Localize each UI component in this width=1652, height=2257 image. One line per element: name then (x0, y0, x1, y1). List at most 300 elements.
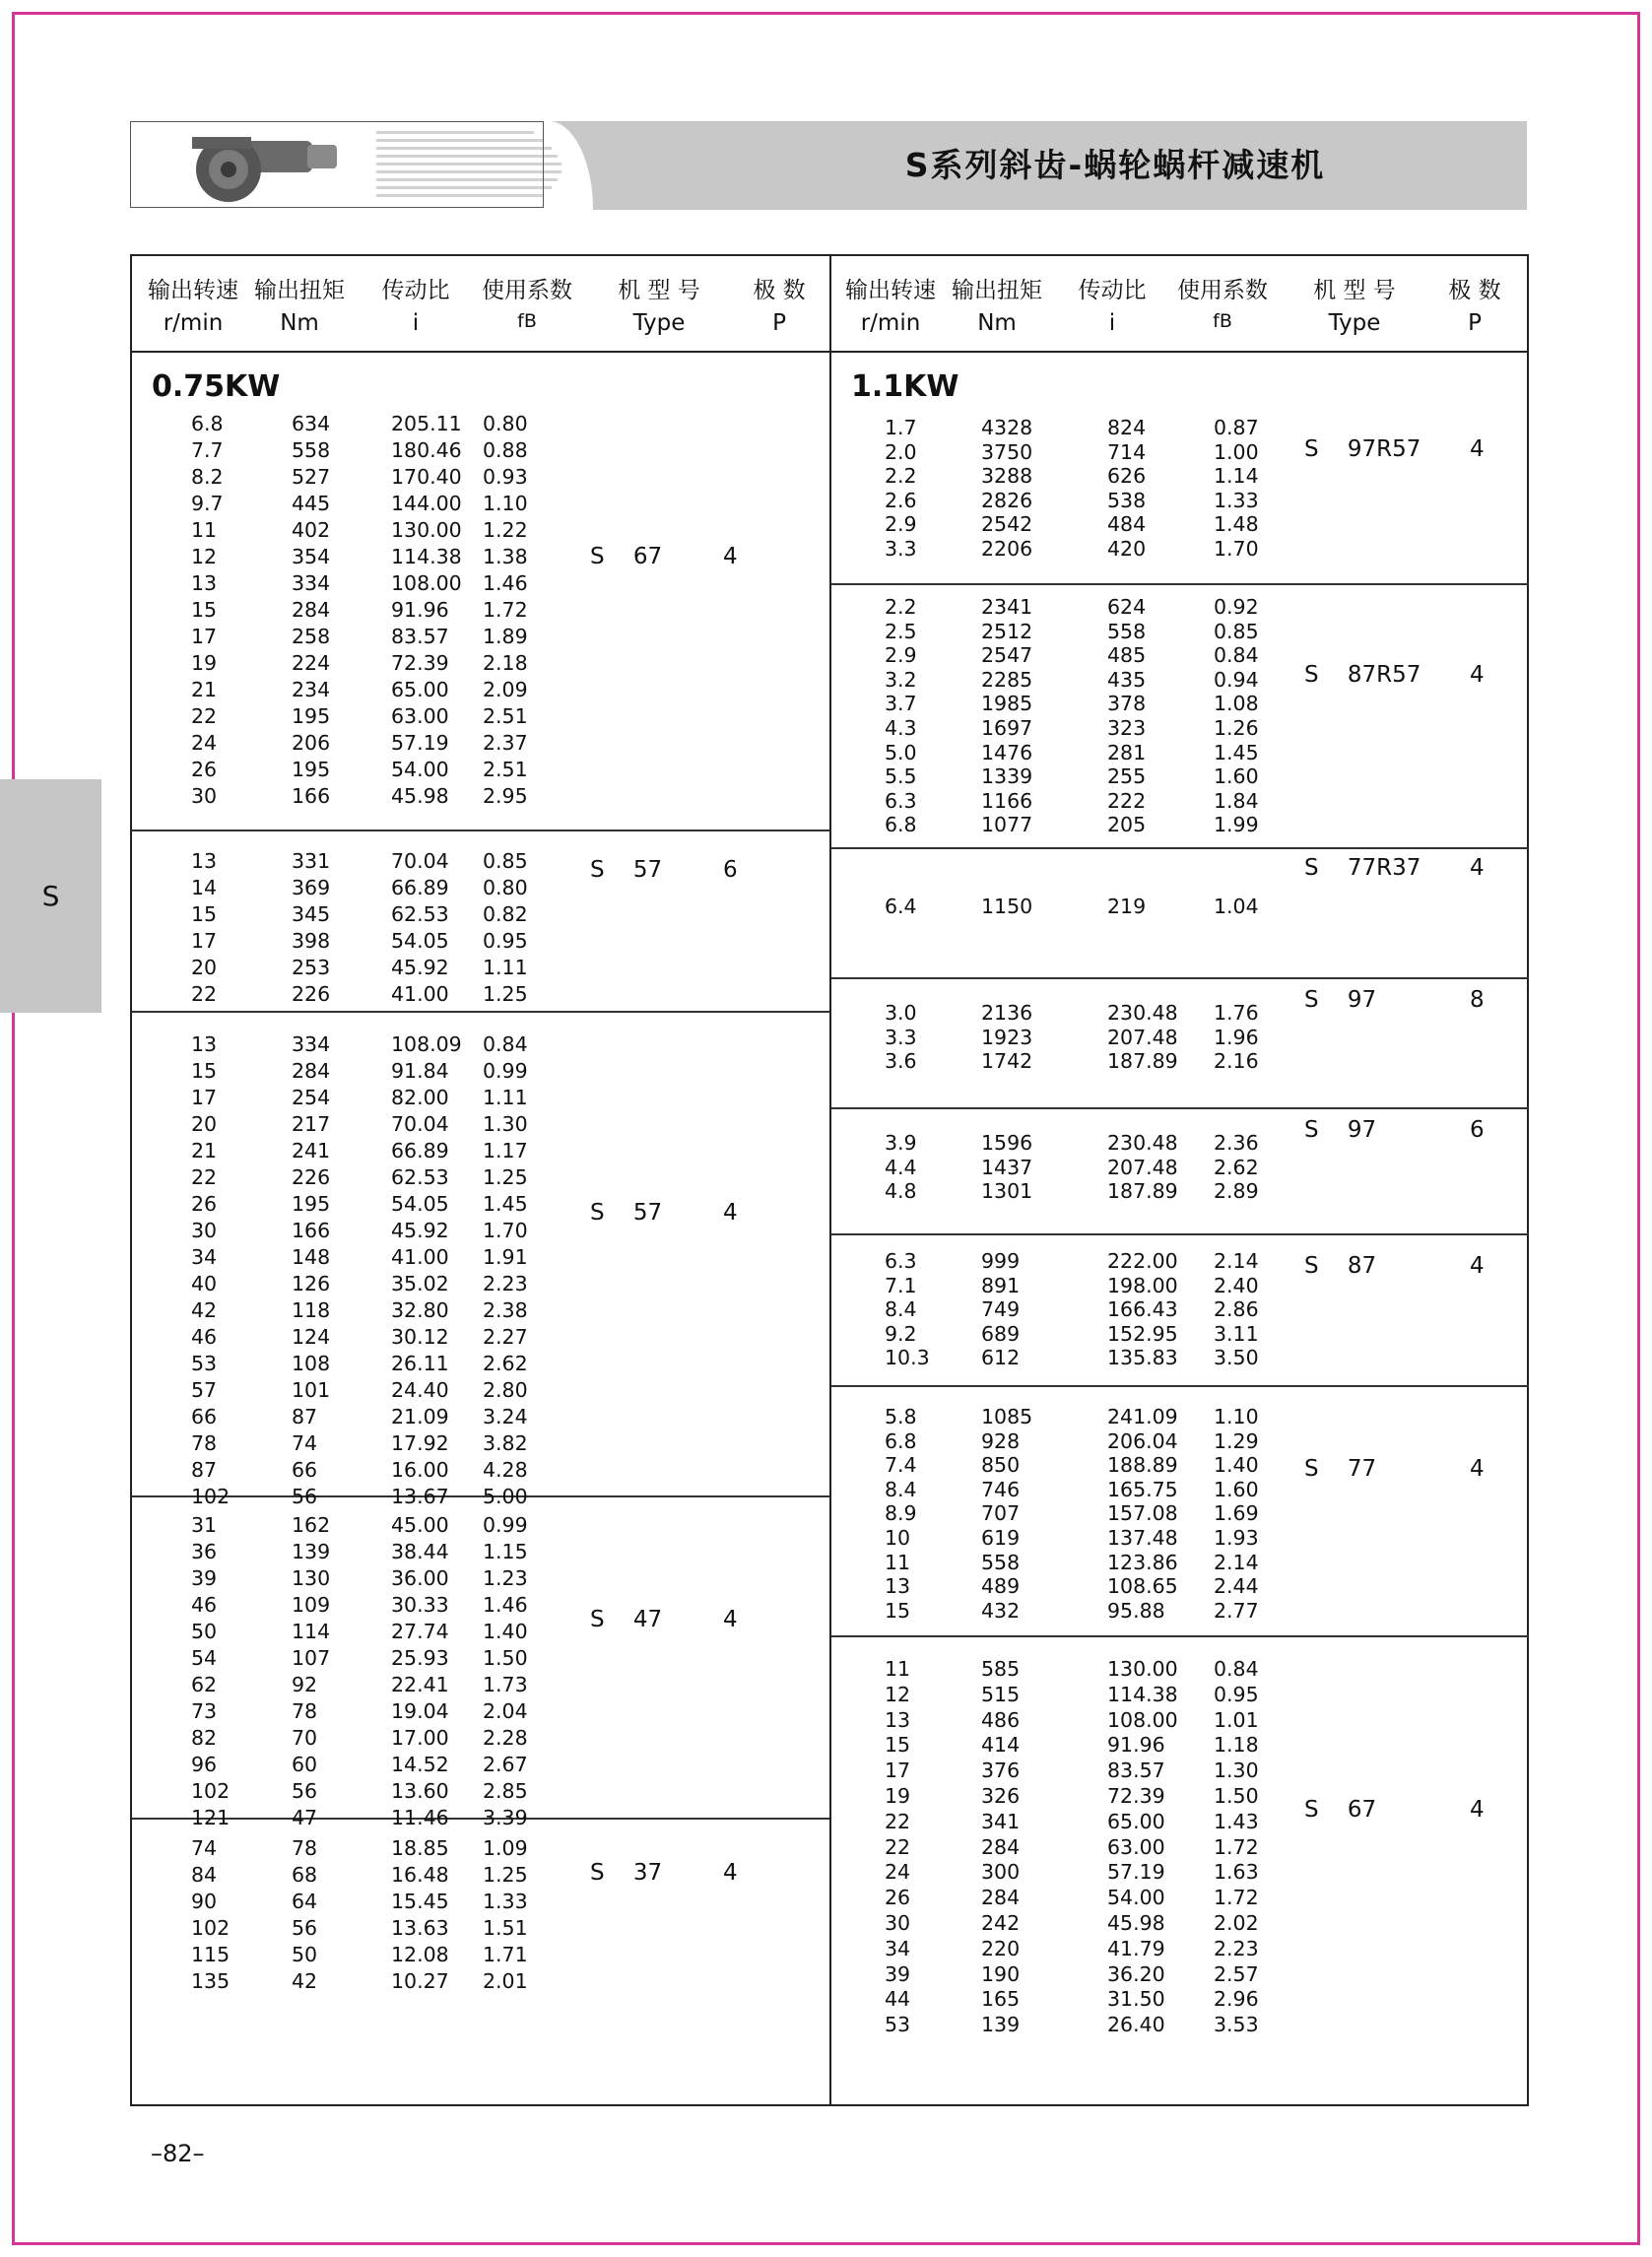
header-poles-right: 极 数 (1448, 278, 1501, 303)
speed-cell: 46 (191, 1593, 218, 1617)
ratio-cell: 108.65 (1107, 1574, 1178, 1599)
torque-cell: 1985 (981, 692, 1033, 716)
ratio-cell: 435 (1107, 667, 1147, 692)
speed-cell: 39 (885, 1961, 911, 1986)
speed-cell: 54 (191, 1646, 218, 1670)
factor-cell: 1.43 (1214, 1809, 1259, 1833)
ratio-cell: 207.48 (1107, 1025, 1178, 1049)
speed-cell: 82 (191, 1726, 218, 1750)
torque-cell: 224 (292, 651, 331, 675)
ratio-cell: 16.48 (391, 1863, 449, 1887)
ratio-cell: 83.57 (1107, 1759, 1165, 1783)
ratio-cell: 54.05 (391, 1192, 449, 1216)
header-factor-unit-right: fB (1213, 310, 1232, 332)
torque-cell: 254 (292, 1086, 331, 1109)
torque-cell: 1923 (981, 1025, 1033, 1049)
type-value: S 37 (590, 1860, 663, 1886)
poles-value: 4 (1470, 1456, 1485, 1482)
factor-cell: 2.40 (1214, 1273, 1259, 1297)
speed-cell: 87 (191, 1458, 218, 1482)
ratio-cell: 198.00 (1107, 1273, 1178, 1297)
section-divider (132, 1818, 829, 1820)
type-value: S 57 (590, 857, 663, 883)
ratio-cell: 187.89 (1107, 1179, 1178, 1204)
torque-cell: 241 (292, 1139, 331, 1162)
ratio-cell: 130.00 (1107, 1657, 1178, 1681)
speed-cell: 102 (191, 1779, 231, 1803)
torque-cell: 139 (292, 1540, 331, 1563)
speed-cell: 7.7 (191, 438, 224, 462)
factor-cell: 1.04 (1214, 895, 1259, 918)
speed-cell: 15 (191, 1059, 218, 1083)
speed-cell: 78 (191, 1431, 218, 1455)
ratio-cell: 137.48 (1107, 1526, 1178, 1550)
factor-cell: 0.85 (1214, 619, 1259, 643)
ratio-cell: 108.00 (391, 571, 462, 595)
ratio-cell: 82.00 (391, 1086, 449, 1109)
poles-value: 4 (723, 1607, 738, 1632)
speed-cell: 20 (191, 956, 218, 979)
torque-cell: 195 (292, 758, 331, 781)
factor-cell: 1.33 (1214, 488, 1259, 512)
speed-cell: 135 (191, 1969, 231, 1993)
factor-cell: 1.73 (483, 1673, 528, 1696)
torque-cell: 3288 (981, 464, 1033, 489)
factor-cell: 0.99 (483, 1059, 528, 1083)
factor-cell: 1.93 (1214, 1526, 1259, 1550)
factor-cell: 1.25 (483, 1863, 528, 1887)
factor-cell: 2.18 (483, 651, 528, 675)
torque-cell: 486 (981, 1707, 1021, 1732)
header-divider (132, 351, 1527, 353)
ratio-cell: 123.86 (1107, 1550, 1178, 1574)
torque-cell: 2542 (981, 512, 1033, 537)
ratio-cell: 222 (1107, 788, 1147, 813)
ratio-cell: 135.83 (1107, 1346, 1178, 1370)
factor-cell: 1.10 (1214, 1405, 1259, 1428)
ratio-cell: 65.00 (1107, 1809, 1165, 1833)
speed-cell: 22 (885, 1834, 911, 1859)
speed-cell: 74 (191, 1836, 218, 1860)
header-poles-unit-right: P (1468, 310, 1482, 336)
speed-cell: 46 (191, 1325, 218, 1349)
torque-cell: 2826 (981, 488, 1033, 512)
ratio-cell: 35.02 (391, 1272, 449, 1295)
torque-cell: 1077 (981, 813, 1033, 837)
factor-cell: 0.99 (483, 1513, 528, 1537)
poles-value: 4 (723, 1860, 738, 1886)
factor-cell: 1.29 (1214, 1428, 1259, 1453)
header-speed-unit: r/min (163, 310, 224, 336)
torque-cell: 74 (292, 1431, 318, 1455)
ratio-cell: 57.19 (1107, 1860, 1165, 1885)
ratio-cell: 230.48 (1107, 1001, 1178, 1025)
ratio-cell: 420 (1107, 537, 1147, 561)
header-ratio: 传动比 (381, 278, 450, 303)
factor-cell: 1.89 (483, 625, 528, 648)
ratio-cell: 41.79 (1107, 1936, 1165, 1960)
torque-cell: 226 (292, 982, 331, 1006)
torque-cell: 1301 (981, 1179, 1033, 1204)
speed-cell: 26 (191, 1192, 218, 1216)
speed-cell: 121 (191, 1806, 231, 1829)
header-torque: 输出扭矩 (254, 278, 345, 303)
torque-cell: 689 (981, 1321, 1021, 1346)
header-torque-unit-right: Nm (977, 310, 1017, 336)
speed-cell: 6.8 (885, 1428, 917, 1453)
ratio-cell: 152.95 (1107, 1321, 1178, 1346)
speed-cell: 31 (191, 1513, 218, 1537)
factor-cell: 1.14 (1214, 464, 1259, 489)
poles-value: 4 (723, 1200, 738, 1226)
factor-cell: 3.11 (1214, 1321, 1259, 1346)
torque-cell: 2136 (981, 1001, 1033, 1025)
section-divider (831, 583, 1529, 585)
torque-cell: 1697 (981, 716, 1033, 740)
section-divider (831, 1385, 1529, 1387)
speed-cell: 22 (191, 1165, 218, 1189)
factor-cell: 1.91 (483, 1245, 528, 1269)
speed-cell: 39 (191, 1566, 218, 1590)
speed-cell: 17 (191, 929, 218, 953)
speed-cell: 20 (191, 1112, 218, 1136)
header-ratio-unit-right: i (1108, 310, 1116, 336)
ratio-cell: 114.38 (391, 545, 462, 568)
speed-cell: 21 (191, 1139, 218, 1162)
ratio-cell: 824 (1107, 416, 1147, 439)
factor-cell: 2.96 (1214, 1987, 1259, 2012)
factor-cell: 0.85 (483, 849, 528, 873)
poles-value: 6 (723, 857, 738, 883)
column-divider (829, 256, 831, 2104)
speed-cell: 8.2 (191, 465, 224, 489)
ratio-cell: 45.92 (391, 956, 449, 979)
speed-cell: 53 (191, 1352, 218, 1375)
factor-cell: 1.69 (1214, 1501, 1259, 1526)
ratio-cell: 72.39 (391, 651, 449, 675)
ratio-cell: 18.85 (391, 1836, 449, 1860)
speed-cell: 73 (191, 1699, 218, 1723)
factor-cell: 2.27 (483, 1325, 528, 1349)
ratio-cell: 70.04 (391, 849, 449, 873)
torque-cell: 165 (981, 1987, 1021, 2012)
torque-cell: 749 (981, 1297, 1021, 1322)
power-label-left: 0.75KW (152, 369, 281, 404)
factor-cell: 2.02 (1214, 1911, 1259, 1935)
speed-cell: 84 (191, 1863, 218, 1887)
factor-cell: 2.80 (483, 1378, 528, 1402)
factor-cell: 1.51 (483, 1916, 528, 1940)
factor-cell: 1.30 (483, 1112, 528, 1136)
speed-cell: 3.9 (885, 1131, 917, 1155)
torque-cell: 334 (292, 1032, 331, 1056)
torque-cell: 999 (981, 1249, 1021, 1273)
speed-cell: 90 (191, 1890, 218, 1913)
torque-cell: 220 (981, 1936, 1021, 1960)
ratio-cell: 41.00 (391, 982, 449, 1006)
factor-cell: 1.63 (1214, 1860, 1259, 1885)
section-divider (831, 1233, 1529, 1235)
torque-cell: 2341 (981, 595, 1033, 619)
factor-cell: 1.60 (1214, 1477, 1259, 1501)
factor-cell: 2.37 (483, 731, 528, 755)
torque-cell: 746 (981, 1477, 1021, 1501)
factor-cell: 1.25 (483, 1165, 528, 1189)
ratio-cell: 95.88 (1107, 1598, 1165, 1623)
page-title: S系列斜齿-蜗轮蜗杆减速机 (904, 146, 1326, 184)
ratio-cell: 255 (1107, 764, 1147, 789)
factor-cell: 1.25 (483, 982, 528, 1006)
torque-cell: 3750 (981, 439, 1033, 464)
speed-cell: 13 (191, 849, 218, 873)
section-divider (132, 830, 829, 831)
factor-cell: 1.76 (1214, 1001, 1259, 1025)
factor-cell: 2.77 (1214, 1598, 1259, 1623)
section-divider (132, 1495, 829, 1497)
speed-cell: 13 (191, 571, 218, 595)
ratio-cell: 188.89 (1107, 1453, 1178, 1478)
speed-cell: 5.8 (885, 1405, 917, 1428)
ratio-cell: 180.46 (391, 438, 462, 462)
speed-cell: 6.3 (885, 1249, 917, 1273)
speed-cell: 40 (191, 1272, 218, 1295)
ratio-cell: 38.44 (391, 1540, 449, 1563)
ratio-cell: 714 (1107, 439, 1147, 464)
type-value: S 57 (590, 1200, 663, 1226)
poles-value: 6 (1470, 1117, 1485, 1143)
torque-cell: 78 (292, 1836, 318, 1860)
speed-cell: 8.9 (885, 1501, 917, 1526)
title-banner (130, 121, 1527, 210)
speed-cell: 22 (885, 1809, 911, 1833)
ratio-cell: 13.63 (391, 1916, 449, 1940)
speed-cell: 11 (885, 1550, 911, 1574)
factor-cell: 1.50 (483, 1646, 528, 1670)
speed-cell: 30 (191, 784, 218, 808)
side-tab-label: S (41, 880, 60, 912)
speed-cell: 6.4 (885, 895, 917, 918)
factor-cell: 1.15 (483, 1540, 528, 1563)
speed-cell: 26 (191, 758, 218, 781)
factor-cell: 2.85 (483, 1779, 528, 1803)
factor-cell: 2.51 (483, 758, 528, 781)
header-type-unit-right: Type (1328, 310, 1381, 336)
type-value: S 77R37 (1304, 855, 1421, 881)
factor-cell: 0.87 (1214, 416, 1259, 439)
torque-cell: 195 (292, 704, 331, 728)
factor-cell: 0.80 (483, 412, 528, 435)
factor-cell: 2.09 (483, 678, 528, 701)
power-label-right: 1.1KW (851, 369, 959, 404)
ratio-cell: 558 (1107, 619, 1147, 643)
torque-cell: 253 (292, 956, 331, 979)
torque-cell: 402 (292, 518, 331, 542)
factor-cell: 2.14 (1214, 1550, 1259, 1574)
header-ratio-right: 传动比 (1078, 278, 1147, 303)
header-speed-unit-right: r/min (860, 310, 921, 336)
speed-cell: 8.4 (885, 1477, 917, 1501)
factor-cell: 2.14 (1214, 1249, 1259, 1273)
speed-cell: 57 (191, 1378, 218, 1402)
speed-cell: 34 (885, 1936, 911, 1960)
torque-cell: 398 (292, 929, 331, 953)
factor-cell: 1.40 (483, 1620, 528, 1643)
ratio-cell: 13.67 (391, 1485, 449, 1508)
ratio-cell: 378 (1107, 692, 1147, 716)
ratio-cell: 484 (1107, 512, 1147, 537)
torque-cell: 369 (292, 876, 331, 899)
factor-cell: 1.99 (1214, 813, 1259, 837)
torque-cell: 92 (292, 1673, 318, 1696)
poles-value: 4 (1470, 1253, 1485, 1279)
ratio-cell: 36.20 (1107, 1961, 1165, 1986)
torque-cell: 56 (292, 1916, 318, 1940)
speed-cell: 19 (885, 1784, 911, 1808)
ratio-cell: 45.98 (1107, 1911, 1165, 1935)
ratio-cell: 11.46 (391, 1806, 449, 1829)
torque-cell: 2512 (981, 619, 1033, 643)
ratio-cell: 16.00 (391, 1458, 449, 1482)
ratio-cell: 25.93 (391, 1646, 449, 1670)
torque-cell: 70 (292, 1726, 318, 1750)
header-speed-right: 输出转速 (845, 278, 936, 303)
torque-cell: 2285 (981, 667, 1033, 692)
torque-cell: 634 (292, 412, 331, 435)
speed-cell: 15 (885, 1733, 911, 1758)
factor-cell: 1.71 (483, 1943, 528, 1966)
speed-cell: 15 (885, 1598, 911, 1623)
header-speed: 输出转速 (148, 278, 238, 303)
speed-cell: 42 (191, 1298, 218, 1322)
ratio-cell: 62.53 (391, 902, 449, 926)
ratio-cell: 241.09 (1107, 1405, 1178, 1428)
torque-cell: 515 (981, 1682, 1021, 1706)
torque-cell: 162 (292, 1513, 331, 1537)
factor-cell: 1.10 (483, 492, 528, 515)
header-factor-right: 使用系数 (1177, 278, 1268, 303)
factor-cell: 2.95 (483, 784, 528, 808)
ratio-cell: 21.09 (391, 1405, 449, 1428)
speed-cell: 3.3 (885, 1025, 917, 1049)
torque-cell: 148 (292, 1245, 331, 1269)
torque-cell: 108 (292, 1352, 331, 1375)
ratio-cell: 41.00 (391, 1245, 449, 1269)
speed-cell: 30 (191, 1219, 218, 1242)
speed-cell: 4.3 (885, 716, 917, 740)
type-value: S 97 (1304, 1117, 1377, 1143)
factor-cell: 1.72 (483, 598, 528, 622)
speed-cell: 9.7 (191, 492, 224, 515)
torque-cell: 109 (292, 1593, 331, 1617)
torque-cell: 284 (981, 1834, 1021, 1859)
speed-cell: 4.8 (885, 1179, 917, 1204)
torque-cell: 118 (292, 1298, 331, 1322)
header-ratio-unit: i (412, 310, 420, 336)
torque-cell: 166 (292, 1219, 331, 1242)
ratio-cell: 222.00 (1107, 1249, 1178, 1273)
ratio-cell: 45.00 (391, 1513, 449, 1537)
torque-cell: 345 (292, 902, 331, 926)
speed-cell: 3.2 (885, 667, 917, 692)
poles-value: 4 (723, 544, 738, 569)
ratio-cell: 57.19 (391, 731, 449, 755)
speed-cell: 22 (191, 982, 218, 1006)
torque-cell: 234 (292, 678, 331, 701)
factor-cell: 1.26 (1214, 716, 1259, 740)
torque-cell: 56 (292, 1485, 318, 1508)
ratio-cell: 91.96 (391, 598, 449, 622)
ratio-cell: 30.33 (391, 1593, 449, 1617)
type-value: S 87 (1304, 1253, 1377, 1279)
factor-cell: 1.50 (1214, 1784, 1259, 1808)
speed-cell: 7.4 (885, 1453, 917, 1478)
torque-cell: 527 (292, 465, 331, 489)
header-type-right: 机 型 号 (1313, 278, 1396, 303)
ratio-cell: 219 (1107, 895, 1147, 918)
speed-cell: 13 (885, 1574, 911, 1599)
ratio-cell: 323 (1107, 716, 1147, 740)
torque-cell: 284 (292, 598, 331, 622)
ratio-cell: 230.48 (1107, 1131, 1178, 1155)
factor-cell: 3.24 (483, 1405, 528, 1428)
factor-cell: 2.44 (1214, 1574, 1259, 1599)
ratio-cell: 24.40 (391, 1378, 449, 1402)
section-divider (831, 1635, 1529, 1637)
speed-cell: 9.2 (885, 1321, 917, 1346)
header-poles: 极 数 (753, 278, 806, 303)
torque-cell: 558 (292, 438, 331, 462)
header-torque-unit: Nm (280, 310, 319, 336)
torque-cell: 47 (292, 1806, 318, 1829)
torque-cell: 284 (292, 1059, 331, 1083)
speed-cell: 11 (191, 518, 218, 542)
poles-value: 8 (1470, 987, 1485, 1013)
factor-cell: 1.08 (1214, 692, 1259, 716)
speed-cell: 2.5 (885, 619, 917, 643)
ratio-cell: 32.80 (391, 1298, 449, 1322)
ratio-cell: 91.96 (1107, 1733, 1165, 1758)
factor-cell: 1.48 (1214, 512, 1259, 537)
torque-cell: 66 (292, 1458, 318, 1482)
torque-cell: 226 (292, 1165, 331, 1189)
factor-cell: 5.00 (483, 1485, 528, 1508)
factor-cell: 1.45 (483, 1192, 528, 1216)
factor-cell: 1.70 (483, 1219, 528, 1242)
speed-cell: 12 (191, 545, 218, 568)
section-divider (831, 1107, 1529, 1109)
torque-cell: 1085 (981, 1405, 1033, 1428)
torque-cell: 300 (981, 1860, 1021, 1885)
type-value: S 97 (1304, 987, 1377, 1013)
ratio-cell: 207.48 (1107, 1155, 1178, 1179)
speed-cell: 2.2 (885, 464, 917, 489)
ratio-cell: 45.98 (391, 784, 449, 808)
poles-value: 4 (1470, 436, 1485, 462)
speed-cell: 2.9 (885, 512, 917, 537)
ratio-cell: 624 (1107, 595, 1147, 619)
ratio-cell: 31.50 (1107, 1987, 1165, 2012)
torque-cell: 489 (981, 1574, 1021, 1599)
type-value: S 47 (590, 1607, 663, 1632)
torque-cell: 326 (981, 1784, 1021, 1808)
torque-cell: 1596 (981, 1131, 1033, 1155)
ratio-cell: 19.04 (391, 1699, 449, 1723)
factor-cell: 0.95 (483, 929, 528, 953)
torque-cell: 284 (981, 1886, 1021, 1910)
factor-cell: 0.88 (483, 438, 528, 462)
factor-cell: 1.84 (1214, 788, 1259, 813)
factor-cell: 0.84 (1214, 1657, 1259, 1681)
